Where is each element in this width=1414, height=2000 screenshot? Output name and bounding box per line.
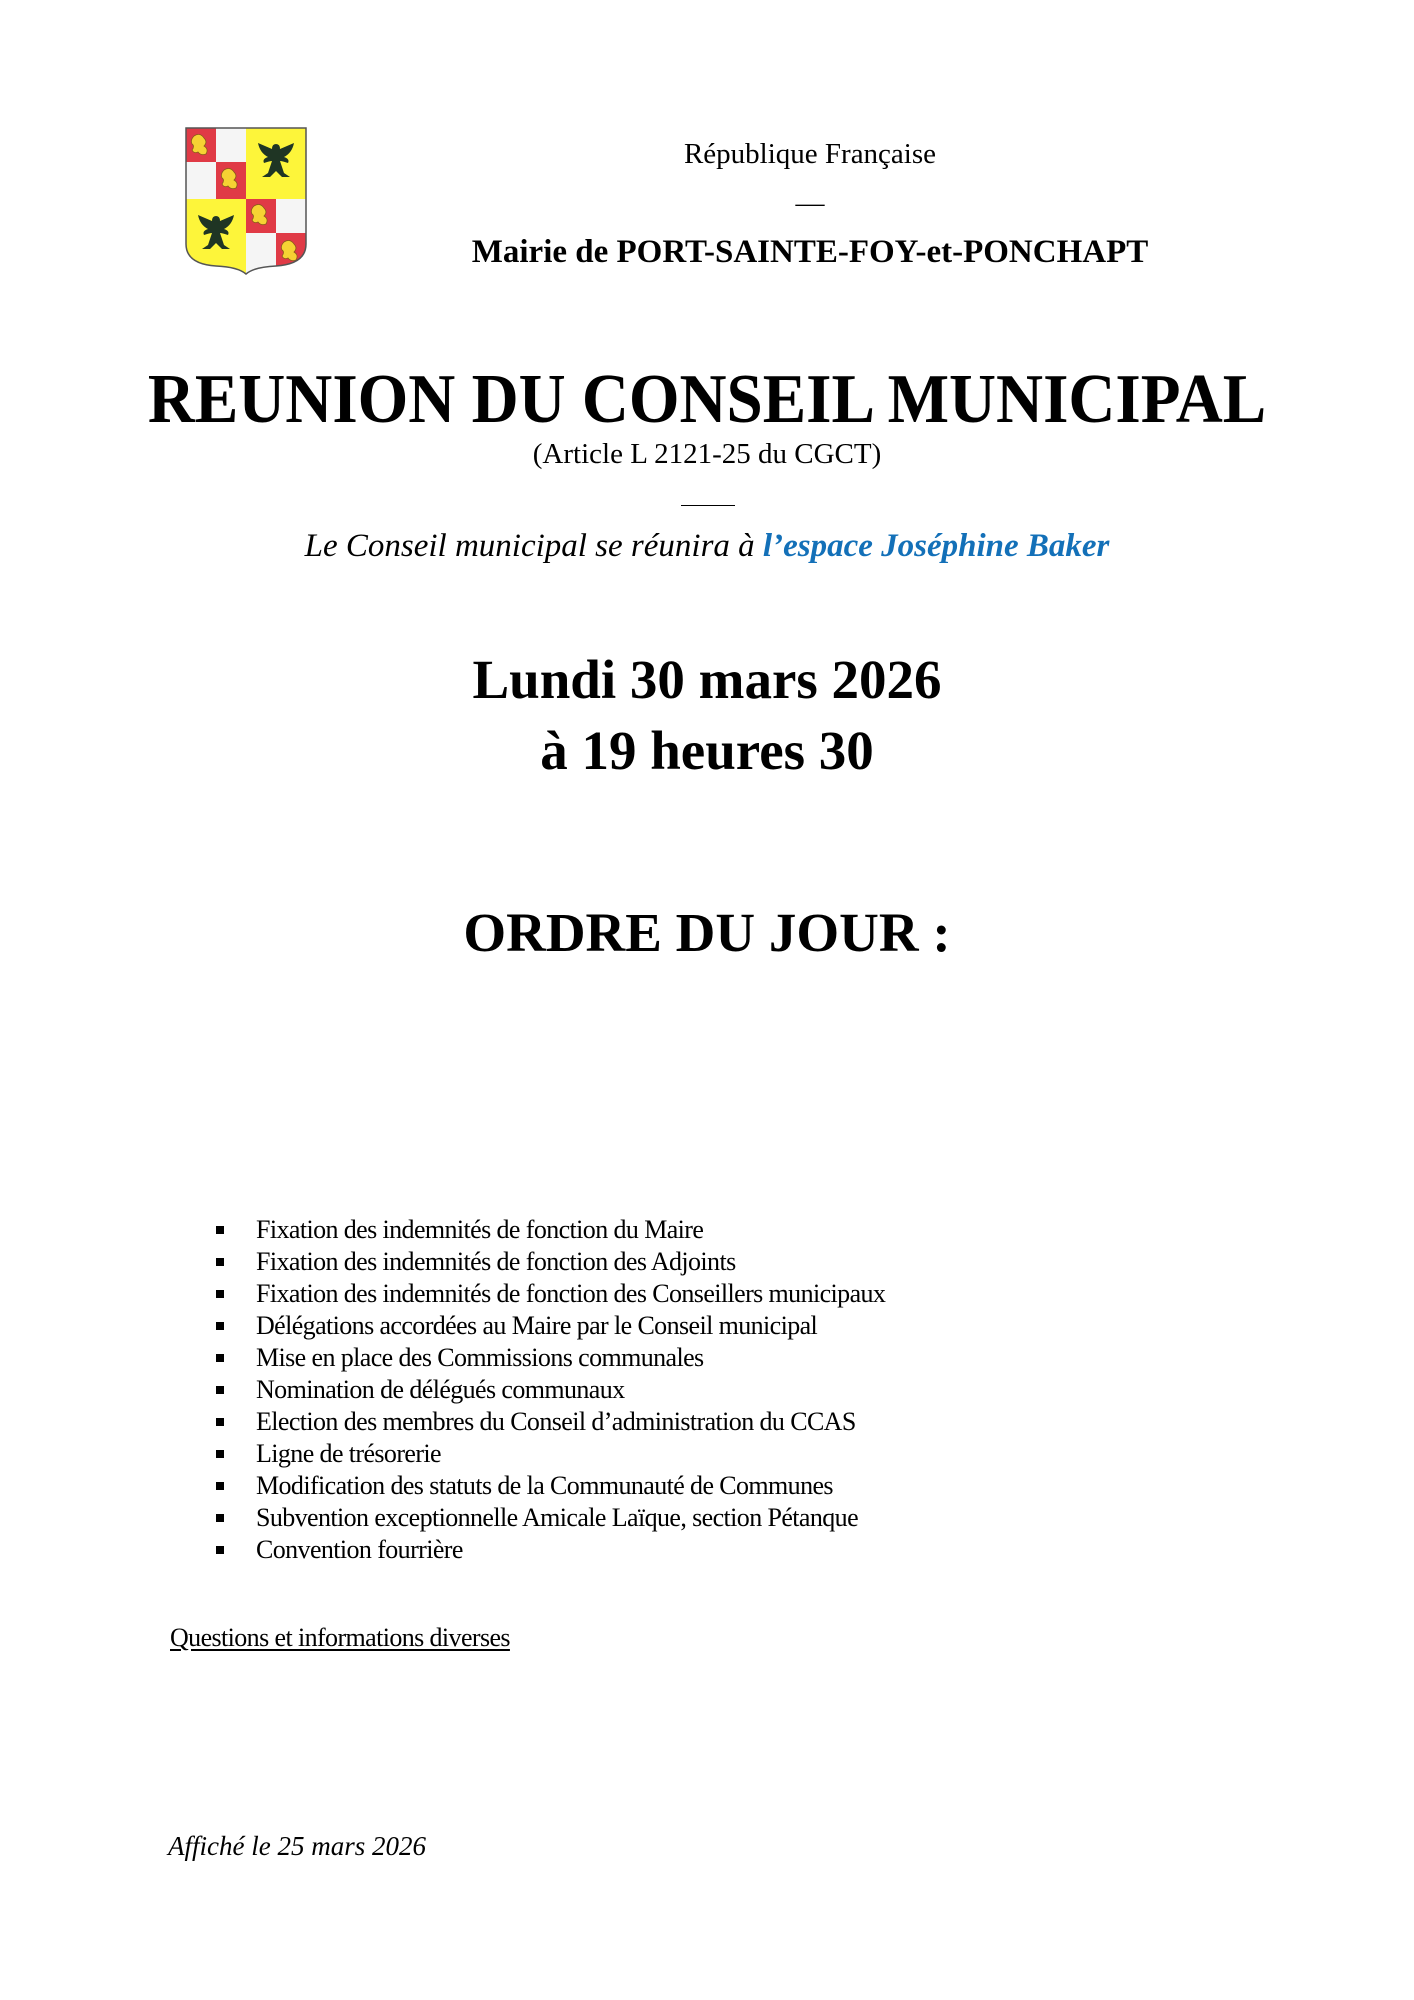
agenda-item <box>212 1278 885 1310</box>
posted-date: Affiché le 25 mars 2026 <box>168 1831 426 1861</box>
square-bullet-icon <box>216 1322 224 1330</box>
agenda-item-text: Ligne de trésorerie <box>256 1439 441 1468</box>
republic-label: République Française <box>683 138 937 170</box>
venue-prefix: Le Conseil municipal se réunira à <box>304 528 763 564</box>
agenda-item <box>212 1438 885 1470</box>
agenda-item-text: Modification des statuts de la Communauté de Communes <box>256 1471 833 1500</box>
agenda-item <box>212 1246 885 1278</box>
agenda-item-text: Subvention exceptionnelle Amicale Laïque, section Pétanque <box>256 1503 859 1532</box>
meeting-time: à 19 heures 30 <box>540 720 874 781</box>
coat-of-arms-icon <box>184 126 308 276</box>
venue-name: l’espace Joséphine Baker <box>762 528 1110 564</box>
square-bullet-icon <box>216 1546 224 1554</box>
agenda-item-text: Délégations accordées au Maire par le Conseil municipal <box>256 1311 818 1340</box>
square-bullet-icon <box>216 1226 224 1234</box>
agenda-item <box>212 1342 885 1374</box>
venue-line <box>0 525 1414 567</box>
divider <box>681 505 735 506</box>
agenda-list <box>212 1214 885 1566</box>
square-bullet-icon <box>216 1386 224 1394</box>
mairie-name: Mairie de PORT-SAINTE-FOY-et-PONCHAPT <box>471 234 1149 270</box>
agenda-item <box>212 1470 885 1502</box>
square-bullet-icon <box>216 1514 224 1522</box>
agenda-item-text: Mise en place des Commissions communales <box>256 1343 704 1372</box>
page-title: REUNION DU CONSEIL MUNICIPAL <box>147 361 1267 438</box>
agenda-item <box>212 1502 885 1534</box>
agenda-item <box>212 1406 885 1438</box>
header-separator: — <box>795 187 825 219</box>
square-bullet-icon <box>216 1482 224 1490</box>
legal-reference: (Article L 2121-25 du CGCT) <box>532 438 882 470</box>
agenda-item-text: Nomination de délégués communaux <box>256 1375 625 1404</box>
square-bullet-icon <box>216 1418 224 1426</box>
agenda-item-text: Fixation des indemnités de fonction des Conseillers municipaux <box>256 1279 886 1308</box>
meeting-date: Lundi 30 mars 2026 <box>472 649 942 710</box>
agenda-item-text: Fixation des indemnités de fonction des Adjoints <box>256 1247 736 1276</box>
square-bullet-icon <box>216 1290 224 1298</box>
agenda-item <box>212 1374 885 1406</box>
agenda-item <box>212 1534 885 1566</box>
misc-questions-heading: Questions et informations diverses <box>170 1623 510 1652</box>
agenda-item-text: Convention fourrière <box>256 1535 463 1564</box>
square-bullet-icon <box>216 1258 224 1266</box>
agenda-item <box>212 1214 885 1246</box>
agenda-item <box>212 1310 885 1342</box>
agenda-item-text: Fixation des indemnités de fonction du Maire <box>256 1215 704 1244</box>
agenda-title: ORDRE DU JOUR : <box>463 902 951 963</box>
square-bullet-icon <box>216 1354 224 1362</box>
square-bullet-icon <box>216 1450 224 1458</box>
agenda-item-text: Election des membres du Conseil d’administration du CCAS <box>256 1407 856 1436</box>
